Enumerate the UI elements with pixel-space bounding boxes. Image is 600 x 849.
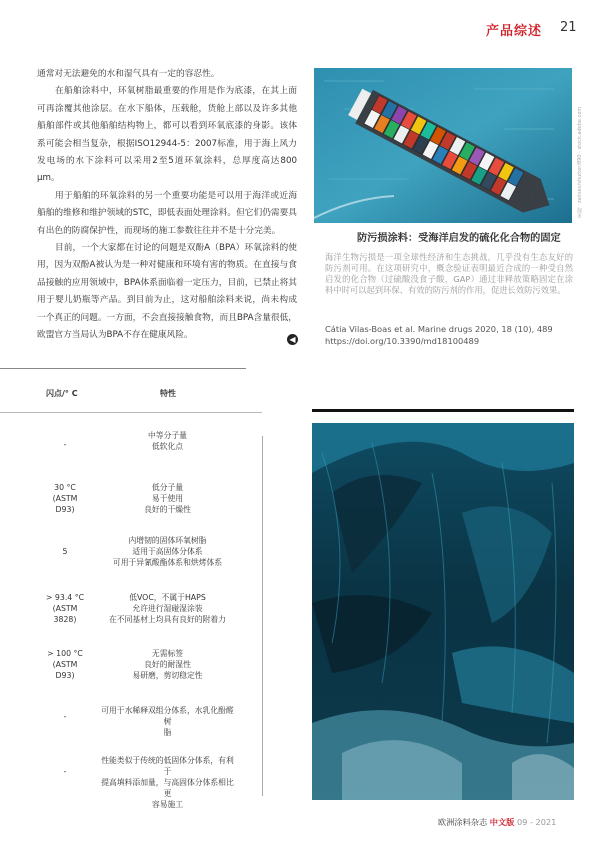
caption-title: 防污损涂料：受海洋启发的硫化化合物的固定 <box>357 233 561 244</box>
cell-properties: 低分子量 易于使用 良好的干燥性 <box>144 483 191 514</box>
cell-flash-point: > 100 °C (ASTM D93) <box>47 649 83 680</box>
page-number: 21 <box>560 20 577 35</box>
cell-flash-point: - <box>63 440 67 449</box>
cell-flash-point: > 93.4 °C (ASTM 3828) <box>45 593 85 624</box>
issue-number: 09 - 2021 <box>516 817 557 827</box>
paragraph: 目前，一个大家都在讨论的问题是双酚A（BPA）环氧涂料的使用，因为双酚A被认为是一种对健康和环境有害的物质。在直接与食品接触的应用领域中，BPA体系面临着一定压力，目前，已禁止将其用于婴儿奶瓶等产品。到目前为止，这对船舶涂料来说，尚未构成一个真正的问题。一方面，不会直接接触食物，而且BPA含量很低，欧盟官方当局认为BPA不存在健康风险。 <box>37 243 297 341</box>
body-text <box>37 66 297 345</box>
edition-label: 中文版 <box>489 817 515 827</box>
citation <box>325 323 585 347</box>
cell-flash-point: - <box>63 712 67 721</box>
citation-reference: Cátia Vilas-Boas et al. Marine drugs 2020, 18 (10), 489 <box>325 324 553 334</box>
divider <box>0 368 246 369</box>
section-title: 产品综述 <box>486 24 543 39</box>
cell-properties: 性能类似于传统的低固体分体系，有利于 提高填料添加量，与高固体分体系相比更 容易施工 <box>101 756 234 809</box>
photo-credit: 来源：zaitsev/shutter/890 - stock.adobe.com <box>577 106 583 218</box>
container-ship-photo <box>314 68 572 223</box>
paragraph: 在船舶涂料中，环氧树脂最重要的作用是作为底漆，在其上面可再涂覆其他涂层。在水下船体，压载舱，货舱上部以及许多其他船舶部件或其他船舶结构物上，都可以看到环氧底漆的身影。该体系可能会相当复杂，根据ISO12944-5：2007标准，用于海上风力发电场的水下涂料可以采用2至5道环氧涂料，总厚度高达800 µm。 <box>37 86 297 184</box>
footer <box>438 817 556 828</box>
cell-properties: 无需标签 良好的耐湿性 易研磨，剪切稳定性 <box>132 649 203 680</box>
divider <box>312 409 574 412</box>
citation-doi-link[interactable]: https://doi.org/10.3390/md18100489 <box>325 336 480 346</box>
paragraph: 用于船舶的环氧涂料的另一个重要功能是可以用于海洋或近海船舶的维修和维护领域的STC，即低表面处理涂料。但它们仍需要具有出色的防腐保护性，而现场的施工参数往往并不是十分完美。 <box>37 190 297 236</box>
table-border <box>262 436 263 796</box>
chevron-left-icon[interactable]: ◀ <box>287 334 298 345</box>
cell-flash-point: 5 <box>62 547 68 556</box>
cell-properties: 内增韧的固体环氧树脂 适用于高固体分体系 可用于异氰酸酯体系和烘烤体系 <box>112 536 223 567</box>
cell-properties: 可用于水稀释双组分体系，水乳化酚醛树 脂 <box>101 706 234 737</box>
paragraph: 通常对无法避免的水和湿气具有一定的容忍性。 <box>37 69 220 79</box>
abstract-painting-image <box>312 423 574 800</box>
cell-flash-point: - <box>63 767 67 776</box>
cell-properties: 低VOC，不属于HAPS 允许进行湿碰湿涂装 在不同基材上均具有良好的附着力 <box>109 593 226 624</box>
cell-properties: 中等分子量 低软化点 <box>148 431 187 451</box>
divider <box>0 412 262 413</box>
caption-body: 海洋生物污损是一项全球性经济和生态挑战，几乎没有生态友好的防污剂可用。在这项研究中，概念验证表明最近合成的一种受自然启发的化合物（过硫酸没食子酸，GAP）通过非释放策略固定在涂料中时可以起到环保、有效的防污剂的作用，促进长效防污效果。 <box>325 252 573 295</box>
table-header-flash-point: 闪点/° C <box>46 389 78 398</box>
table-header-properties: 特性 <box>160 389 176 398</box>
cell-flash-point: 30 °C (ASTM D93) <box>52 483 78 514</box>
magazine-name: 欧洲涂料杂志 <box>438 817 488 827</box>
